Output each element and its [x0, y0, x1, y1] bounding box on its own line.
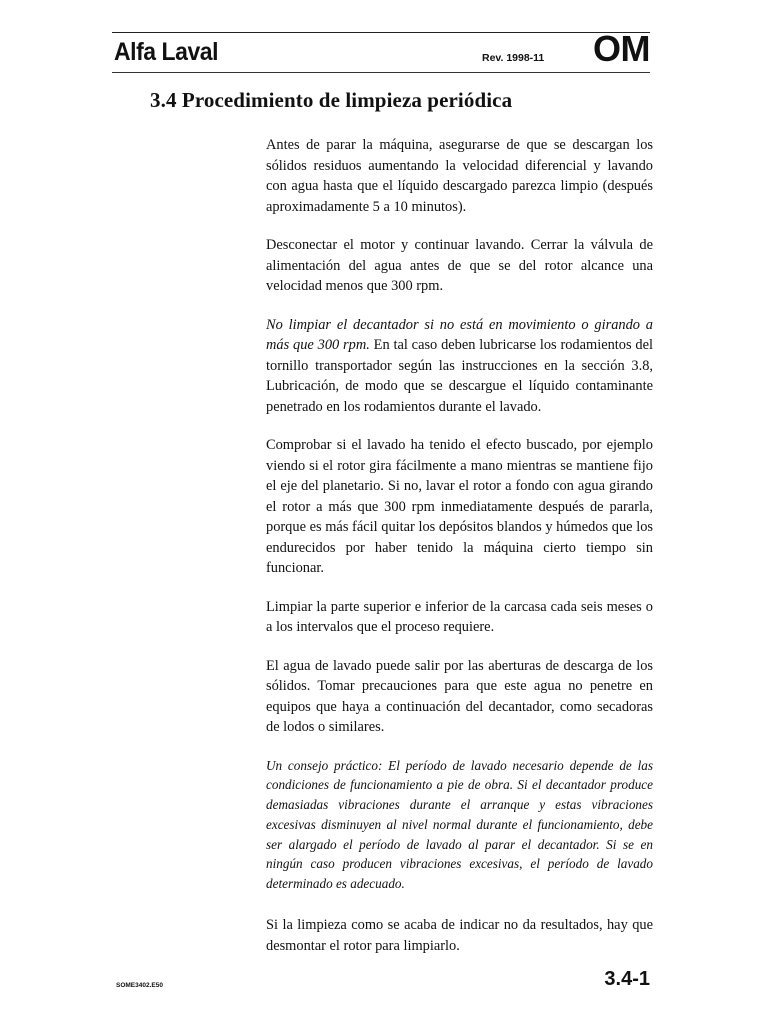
- page-number: 3.4-1: [604, 968, 650, 990]
- paragraph-dismantle: Si la limpieza como se acaba de indicar no da resultados, hay que desmontar el rotor para limpiarlo.: [266, 917, 653, 954]
- lubrication-text: En tal caso deben lubricarse los rodamientos del tornillo transportador según las instrucciones en la sección 3.8, Lubricación, de modo que se descargue el líquido contaminante penetrado en los rodamientos durante el lavado.: [266, 337, 653, 415]
- revision-label: Rev. 1998-11: [482, 52, 545, 64]
- practical-tip: Un consejo práctico: El período de lavado necesario depende de las condiciones de funcionamiento a pie de obra. Si el decantador produce demasiadas vibraciones durante el arranque y estas vibraciones excesivas disminuyen al nivel normal durante el funcionamiento, debe ser alargado el período de lavado al parar el decantador. Si se en ningún caso producen vibraciones excesivas, el período de lavado determinado es adecuado.: [266, 757, 653, 892]
- document-code: SOME3402.E50: [116, 982, 163, 989]
- body-text: [266, 135, 653, 974]
- brand-name: Alfa Laval: [114, 38, 219, 66]
- paragraph-casing: Limpiar la parte superior e inferior de la carcasa cada seis meses o a los intervalos que el proceso requiere.: [266, 598, 653, 635]
- section-title: 3.4 Procedimiento de limpieza periódica: [150, 88, 513, 112]
- paragraph-check: Comprobar si el lavado ha tenido el efecto buscado, por ejemplo viendo si el rotor gira fácilmente a mano mientras se mantiene fijo el eje del planetario. Si no, lavar el rotor a fondo con agua girando el rotor a más que 300 rpm inmediatamente después de pararla, porque es más fácil quitar los depósitos blandos y húmedos que los endurecidos por haber tenido la máquina cierto tiempo sin funcionar.: [266, 437, 653, 576]
- paragraph-shutdown: Antes de parar la máquina, asegurarse de que se descargan los sólidos residuos aumentando la velocidad diferencial y lavando con agua hasta que el líquido descargado parezca limpio (después aproximadamente 5 a 10 minutos).: [266, 137, 653, 215]
- top-rule: [112, 32, 650, 33]
- header-rule: [112, 72, 650, 73]
- paragraph-lubrication: [266, 315, 653, 418]
- document-type: OM: [593, 28, 650, 69]
- paragraph-motor: Desconectar el motor y continuar lavando. Cerrar la válvula de alimentación del agua antes de que se del rotor alcance una velocidad menos que 300 rpm.: [266, 237, 653, 294]
- paragraph-water: El agua de lavado puede salir por las aberturas de descarga de los sólidos. Tomar precauciones para que este agua no penetre en equipos que haya a continuación del decantador, como secadoras de lodos o similares.: [266, 657, 653, 735]
- warning-text: No limpiar el decantador si no está en movimiento o girando a más que 300 rpm.: [266, 316, 653, 353]
